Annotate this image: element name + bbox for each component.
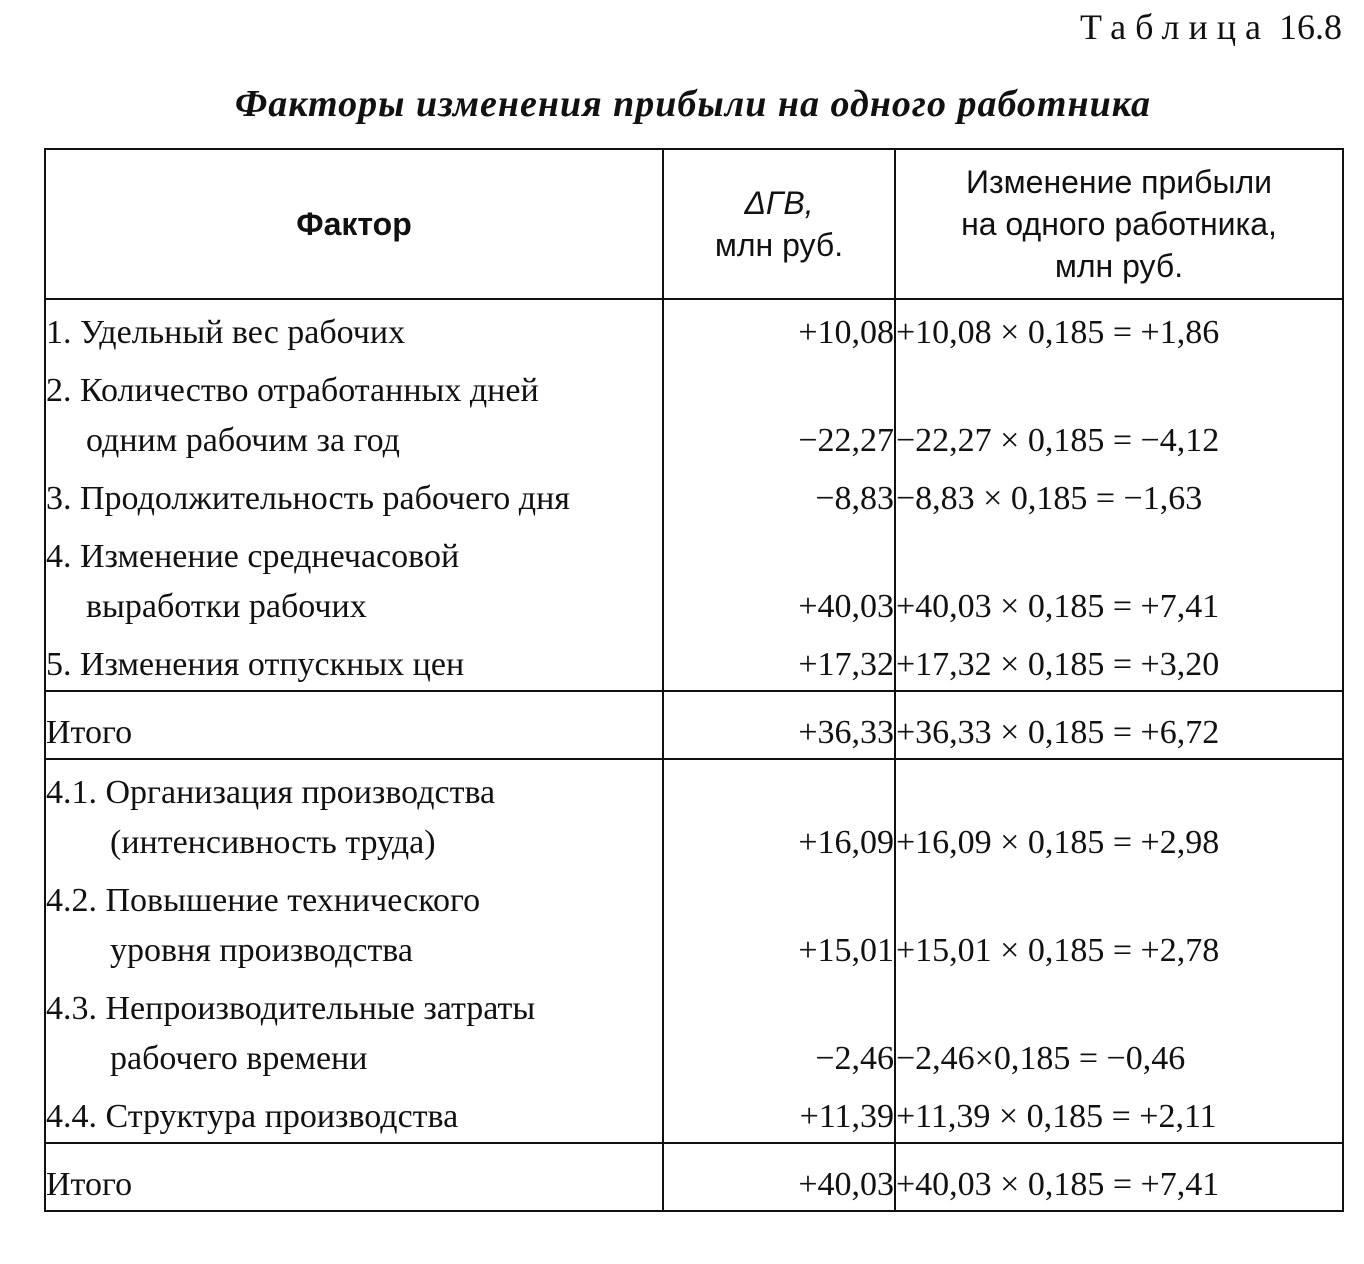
profit-value: +17,32 × 0,185 = +3,20 [895, 632, 1343, 691]
table-row [45, 466, 1343, 524]
table-row [45, 759, 1343, 868]
table-title: Факторы изменения прибыли на одного работника [234, 83, 1152, 125]
dgv-value: −8,83 [663, 466, 895, 524]
factor-name-line1: 4.2. Повышение технического [46, 882, 481, 919]
total-label: Итого [45, 1143, 663, 1211]
profit-value: +10,08 × 0,185 = +1,86 [895, 299, 1343, 358]
table-row [45, 358, 1343, 466]
profit-value: +16,09 × 0,185 = +2,98 [895, 759, 1343, 868]
dgv-value: −22,27 [663, 358, 895, 466]
total-profit: +36,33 × 0,185 = +6,72 [895, 691, 1343, 759]
dgv-value: +15,01 [663, 868, 895, 976]
total-dgv: +40,03 [663, 1143, 895, 1211]
header-profit-line3: млн руб. [1054, 248, 1184, 284]
dgv-value: +10,08 [663, 299, 895, 358]
factor-name-line1: 2. Количество отработанных дней [46, 372, 539, 409]
factor-name [45, 976, 663, 1084]
factor-name [45, 868, 663, 976]
header-dgv-line1: ΔГВ, [744, 185, 814, 221]
table-row [45, 976, 1343, 1084]
profit-value: +40,03 × 0,185 = +7,41 [895, 524, 1343, 632]
factor-name-line2: одним рабочим за год [86, 422, 400, 459]
table-row [45, 868, 1343, 976]
factor-name-line1: 4.1. Организация производства [46, 774, 496, 811]
header-factor: Фактор [45, 149, 663, 299]
factor-name-line2: рабочего времени [110, 1040, 368, 1077]
dgv-value: +17,32 [663, 632, 895, 691]
factors-table [44, 148, 1344, 1212]
factor-name-line2: выработки рабочих [86, 588, 367, 625]
dgv-value: +11,39 [663, 1084, 895, 1143]
factor-name [45, 759, 663, 868]
header-profit-line2: на одного работника, [961, 206, 1277, 242]
dgv-value: −2,46 [663, 976, 895, 1084]
table-number: 16.8 [1279, 7, 1342, 47]
profit-value: −22,27 × 0,185 = −4,12 [895, 358, 1343, 466]
total-row [45, 1143, 1343, 1211]
header-dgv-line2: млн руб. [714, 227, 844, 263]
factor-name [45, 358, 663, 466]
factor-name-line1: 4. Изменение среднечасовой [46, 538, 460, 575]
factor-name [45, 466, 663, 524]
header-dgv [663, 149, 895, 299]
table-row [45, 632, 1343, 691]
factor-name-line1: 4.4. Структура производства [46, 1098, 459, 1135]
table-row [45, 1084, 1343, 1143]
factor-name [45, 299, 663, 358]
profit-value: −8,83 × 0,185 = −1,63 [895, 466, 1343, 524]
total-label: Итого [45, 691, 663, 759]
profit-value: +11,39 × 0,185 = +2,11 [895, 1084, 1343, 1143]
factor-name [45, 1084, 663, 1143]
profit-value: −2,46×0,185 = −0,46 [895, 976, 1343, 1084]
factor-name [45, 632, 663, 691]
dgv-value: +16,09 [663, 759, 895, 868]
factor-name-line2: (интенсивность труда) [110, 824, 436, 861]
factor-name-line2: уровня производства [110, 932, 413, 969]
factor-name-line1: 5. Изменения отпускных цен [46, 646, 465, 683]
table-row [45, 299, 1343, 358]
table-word: Таблица [1080, 7, 1270, 47]
total-row [45, 691, 1343, 759]
header-profit [895, 149, 1343, 299]
profit-value: +15,01 × 0,185 = +2,78 [895, 868, 1343, 976]
dgv-value: +40,03 [663, 524, 895, 632]
factor-name-line1: 3. Продолжительность рабочего дня [46, 480, 570, 517]
table-row [45, 524, 1343, 632]
header-row [45, 149, 1343, 299]
total-dgv: +36,33 [663, 691, 895, 759]
factor-name [45, 524, 663, 632]
total-profit: +40,03 × 0,185 = +7,41 [895, 1143, 1343, 1211]
factor-name-line1: 1. Удельный вес рабочих [46, 314, 406, 351]
table-number-label [1080, 6, 1342, 48]
header-profit-line1: Изменение прибыли [965, 164, 1273, 200]
factor-name-line1: 4.3. Непроизводительные затраты [46, 990, 536, 1027]
